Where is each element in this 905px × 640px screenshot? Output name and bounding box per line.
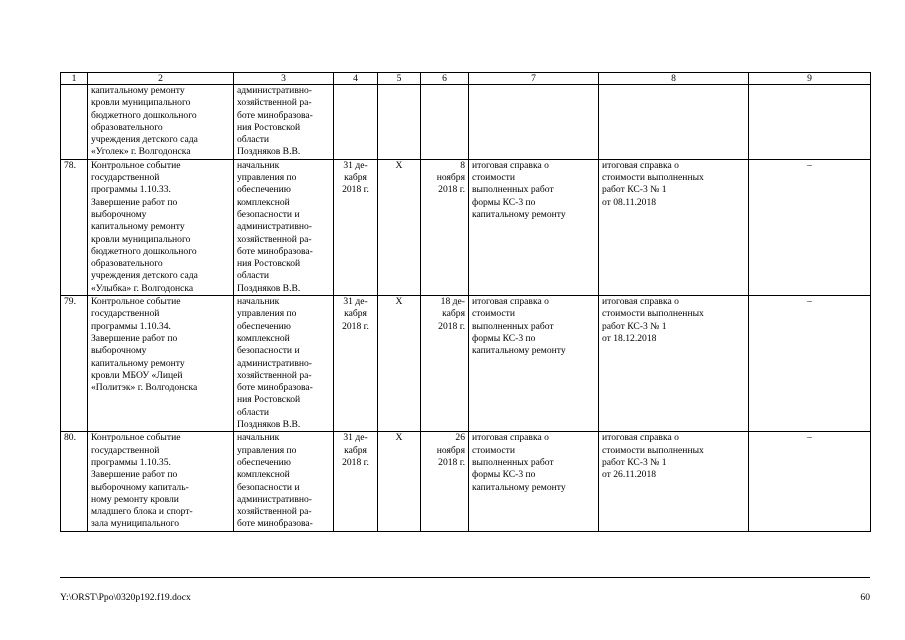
footer-page-number: 60 xyxy=(860,592,870,603)
fact-date-cell: 18 де- кабря 2018 г. xyxy=(421,296,469,432)
row-number-cell: 78. xyxy=(61,159,88,295)
row-number-cell: 80. xyxy=(61,432,88,531)
note-cell xyxy=(749,85,871,160)
event-cell: Контрольное событие государственной программы 1.10.35. Завершение работ по выборочному капиталь- ному ремонту кровли младшего блока и спорт- зала муниципального xyxy=(88,432,234,531)
responsible-cell: административно- хозяйственной ра- боте минобразова- ния Ростовской области Поздняков В.В. xyxy=(234,85,334,160)
footer-file-path: Y:\ORST\Ppo\0320p192.f19.docx xyxy=(60,592,191,603)
x-mark-cell xyxy=(378,85,421,160)
table-row xyxy=(61,296,871,432)
column-number-cell: 6 xyxy=(421,73,469,85)
event-cell: Контрольное событие государственной программы 1.10.33. Завершение работ по выборочному капитальному ремонту кровли муниципального бюджетного дошкольного образовательного учреждения детского сада «Улыбка» г. Волгодонска xyxy=(88,159,234,295)
document-info-cell: итоговая справка о стоимости выполненных работ КС-3 № 1 от 08.11.2018 xyxy=(599,159,749,295)
row-number-cell: 79. xyxy=(61,296,88,432)
column-number-cell: 4 xyxy=(334,73,378,85)
x-mark-cell: X xyxy=(378,296,421,432)
column-number-cell: 2 xyxy=(88,73,234,85)
fact-date-cell: 8 ноября 2018 г. xyxy=(421,159,469,295)
document-info-cell: итоговая справка о стоимости выполненных работ КС-3 № 1 от 26.11.2018 xyxy=(599,432,749,531)
document-info-cell xyxy=(599,85,749,160)
table-bottom-rule xyxy=(60,577,870,578)
responsible-cell: начальник управления по обеспечению комплексной безопасности и административно- хозяйственной ра- боте минобразова- ния Ростовской области Поздняков В.В. xyxy=(234,296,334,432)
document-type-cell: итоговая справка о стоимости выполненных работ формы КС-3 по капитальному ремонту xyxy=(469,296,599,432)
table-row xyxy=(61,85,871,160)
column-number-cell: 7 xyxy=(469,73,599,85)
control-events-table xyxy=(60,72,871,532)
fact-date-cell: 26 ноября 2018 г. xyxy=(421,432,469,531)
document-type-cell: итоговая справка о стоимости выполненных работ формы КС-3 по капитальному ремонту xyxy=(469,432,599,531)
plan-date-cell: 31 де- кабря 2018 г. xyxy=(334,432,378,531)
document-type-cell: итоговая справка о стоимости выполненных работ формы КС-3 по капитальному ремонту xyxy=(469,159,599,295)
table-row xyxy=(61,159,871,295)
responsible-cell: начальник управления по обеспечению комплексной безопасности и административно- хозяйственной ра- боте минобразова- xyxy=(234,432,334,531)
column-number-cell: 8 xyxy=(599,73,749,85)
plan-date-cell: 31 де- кабря 2018 г. xyxy=(334,159,378,295)
event-cell: Контрольное событие государственной программы 1.10.34. Завершение работ по выборочному капитальному ремонту кровли МБОУ «Лицей «Политэк» г. Волгодонска xyxy=(88,296,234,432)
responsible-cell: начальник управления по обеспечению комплексной безопасности и административно- хозяйственной ра- боте минобразова- ния Ростовской области Поздняков В.В. xyxy=(234,159,334,295)
column-number-cell: 3 xyxy=(234,73,334,85)
note-cell: – xyxy=(749,296,871,432)
fact-date-cell xyxy=(421,85,469,160)
x-mark-cell: X xyxy=(378,159,421,295)
event-cell: капитальному ремонту кровли муниципального бюджетного дошкольного образовательного учреждения детского сада «Уголек» г. Волгодонска xyxy=(88,85,234,160)
row-number-cell xyxy=(61,85,88,160)
column-number-cell: 1 xyxy=(61,73,88,85)
x-mark-cell: X xyxy=(378,432,421,531)
column-number-cell: 5 xyxy=(378,73,421,85)
note-cell: – xyxy=(749,432,871,531)
column-number-cell: 9 xyxy=(749,73,871,85)
table-row xyxy=(61,432,871,531)
note-cell: – xyxy=(749,159,871,295)
document-info-cell: итоговая справка о стоимости выполненных работ КС-3 № 1 от 18.12.2018 xyxy=(599,296,749,432)
column-number-row xyxy=(61,73,871,85)
plan-date-cell: 31 де- кабря 2018 г. xyxy=(334,296,378,432)
plan-date-cell xyxy=(334,85,378,160)
document-type-cell xyxy=(469,85,599,160)
